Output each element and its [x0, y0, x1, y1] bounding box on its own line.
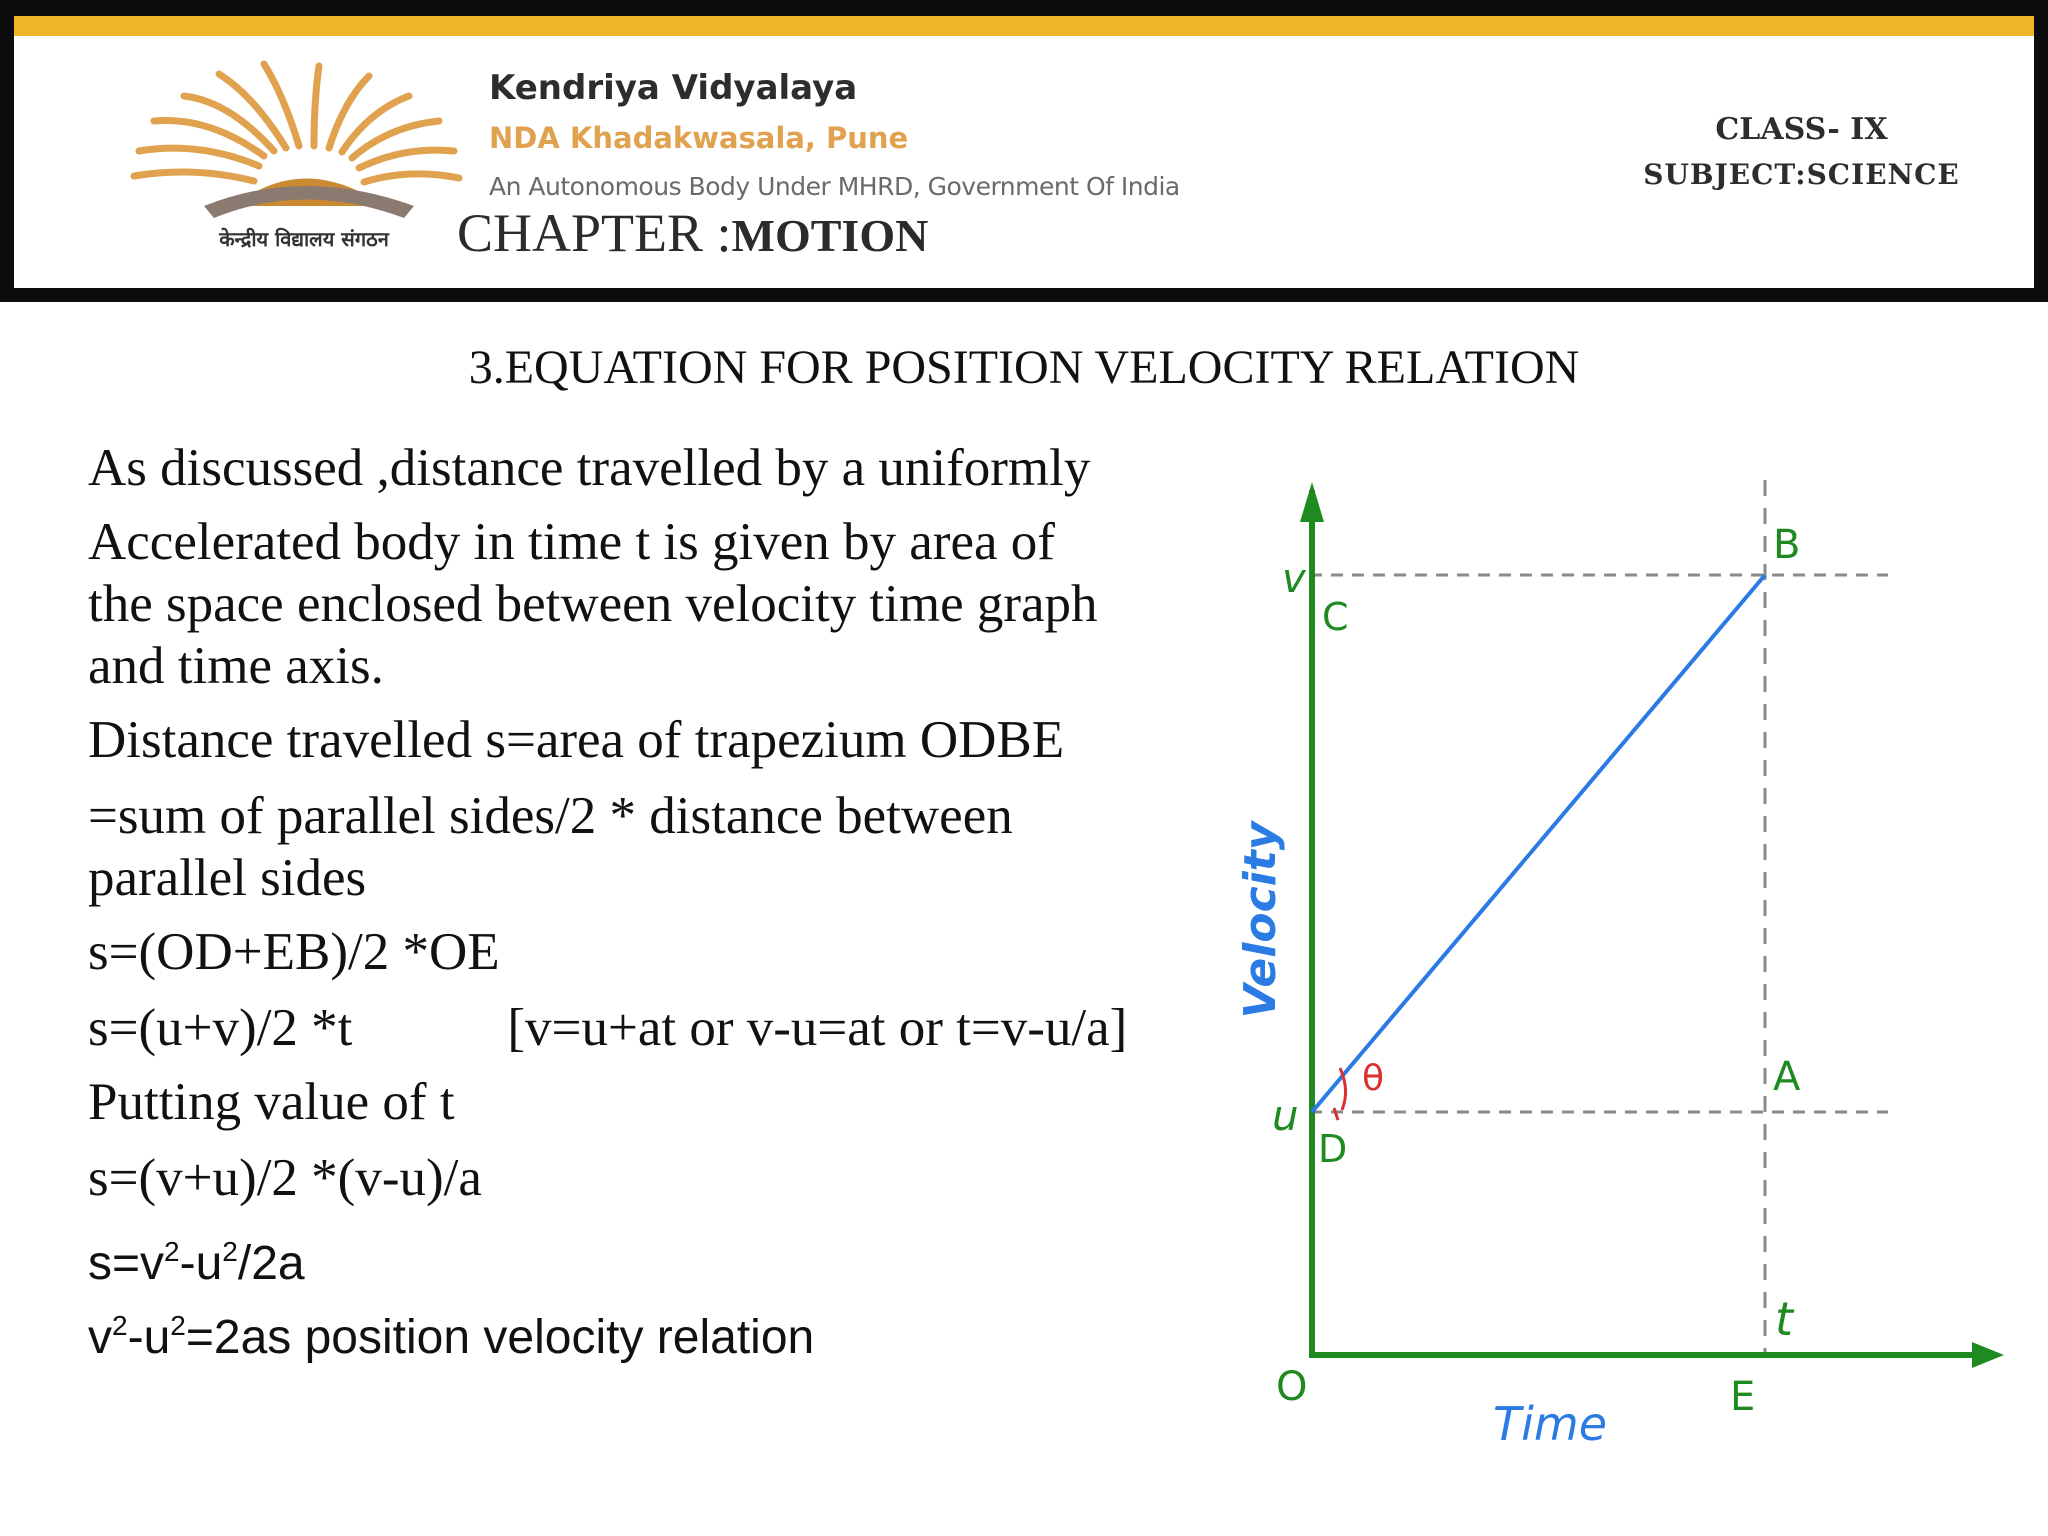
- equation-position-velocity: [88, 1296, 814, 1368]
- body-line: Distance travelled s=area of trapezium ODBE: [88, 711, 1065, 769]
- eq-part: s=v: [88, 1237, 165, 1290]
- theta-tick: [1334, 1108, 1338, 1120]
- eq-superscript: 2: [164, 1236, 180, 1267]
- body-line: s=(OD+EB)/2 *OE: [88, 923, 500, 981]
- kendriya-vidyalaya-logo: [114, 56, 474, 256]
- equation-s-final: [88, 1222, 305, 1294]
- eq-part: =2as position velocity relation: [185, 1311, 815, 1364]
- origin-label: O: [1276, 1364, 1308, 1410]
- class-label: CLASS- IX: [1715, 112, 1888, 147]
- logo-caption: केन्द्रीय विद्यालय संगठन: [219, 227, 389, 251]
- chapter-heading: [457, 202, 928, 264]
- header-banner: [0, 0, 2048, 302]
- y-tick-label-v: v: [1282, 556, 1306, 602]
- school-place: NDA Khadakwasala, Pune: [489, 121, 909, 155]
- y-axis-arrow: [1300, 482, 1324, 522]
- y-tick-label-u: u: [1272, 1091, 1299, 1140]
- body-line: parallel sides: [88, 849, 367, 907]
- eq-superscript: 2: [112, 1310, 128, 1341]
- eq-part: v: [88, 1311, 112, 1364]
- point-label-c: C: [1322, 595, 1349, 639]
- school-name: Kendriya Vidyalaya: [489, 68, 858, 108]
- body-line: As discussed ,distance travelled by a uniformly: [88, 439, 1091, 497]
- body-line: [88, 998, 1127, 1058]
- velocity-line: [1312, 575, 1765, 1112]
- eq-part: /2a: [237, 1237, 305, 1290]
- eq-part: -u: [127, 1311, 171, 1364]
- body-line: =sum of parallel sides/2 * distance between: [88, 787, 1013, 845]
- slide-title: 3.EQUATION FOR POSITION VELOCITY RELATION: [468, 341, 1580, 394]
- body-line: Putting value of t: [88, 1073, 455, 1131]
- header-panel: [14, 16, 2034, 288]
- point-label-b: B: [1773, 522, 1801, 568]
- equation-s-uv: s=(u+v)/2 *t: [88, 999, 353, 1057]
- header-stripe: [14, 16, 2034, 36]
- theta-label: θ: [1362, 1058, 1385, 1099]
- school-body: An Autonomous Body Under MHRD, Government Of India: [489, 172, 1180, 201]
- body-line: Accelerated body in time t is given by area of: [88, 513, 1055, 571]
- point-label-e: E: [1730, 1374, 1756, 1420]
- subject-label: SUBJECT:SCIENCE: [1643, 158, 1960, 191]
- body-line: s=(v+u)/2 *(v-u)/a: [88, 1149, 482, 1207]
- x-tick-label-t: t: [1775, 1292, 1794, 1346]
- point-label-d: D: [1318, 1127, 1348, 1171]
- x-axis-label: Time: [1493, 1397, 1607, 1451]
- chapter-name: MOTION: [731, 210, 929, 261]
- eq-superscript: 2: [170, 1310, 186, 1341]
- chapter-label: CHAPTER :: [457, 203, 732, 263]
- eq-part: -u: [179, 1237, 223, 1290]
- x-axis-arrow: [1972, 1342, 2004, 1368]
- body-line: the space enclosed between velocity time graph: [88, 575, 1098, 633]
- equation-t-note: [v=u+at or v-u=at or t=v-u/a]: [507, 999, 1128, 1057]
- body-line: and time axis.: [88, 637, 384, 695]
- y-axis-label: Velocity: [1235, 821, 1286, 1019]
- velocity-time-graph: [1230, 440, 2030, 1470]
- eq-superscript: 2: [222, 1236, 238, 1267]
- point-label-a: A: [1773, 1054, 1801, 1100]
